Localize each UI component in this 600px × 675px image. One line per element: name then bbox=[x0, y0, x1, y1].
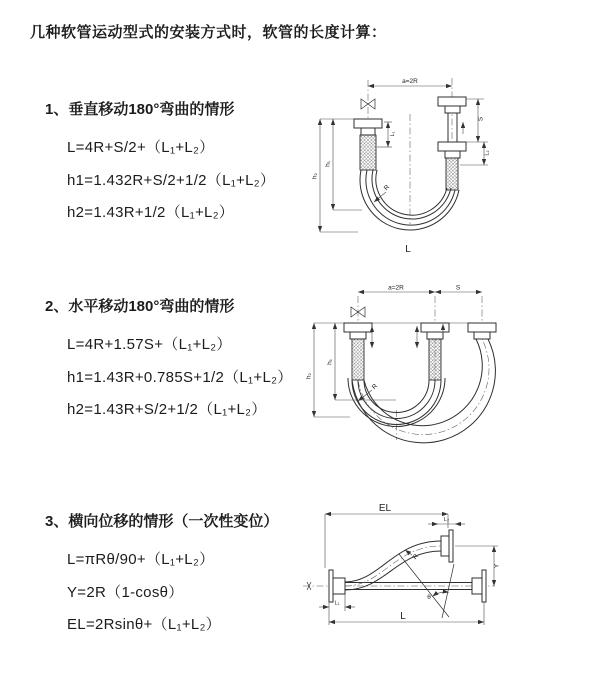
dim-label-radius: R bbox=[382, 183, 392, 193]
section-2 bbox=[45, 297, 335, 427]
hose-braid bbox=[352, 339, 364, 380]
diagram-horizontal-bend bbox=[300, 282, 600, 467]
flange bbox=[329, 570, 333, 602]
section-3 bbox=[45, 512, 335, 642]
formula-line: h2=1.43R+1/2（L₁+L₂） bbox=[67, 204, 235, 221]
formula-line: h2=1.43R+S/2+1/2（L₁+L₂） bbox=[67, 401, 267, 418]
fitting-neck bbox=[445, 106, 460, 113]
flange bbox=[421, 323, 449, 332]
diagram-vertical-bend bbox=[300, 72, 600, 262]
fitting-neck bbox=[472, 578, 482, 594]
flange bbox=[482, 570, 486, 602]
section-1 bbox=[45, 100, 335, 230]
hose-braid bbox=[429, 339, 441, 380]
hose-arc-moved bbox=[364, 339, 482, 426]
formula-line: h1=1.43R+0.785S+1/2（L₁+L₂） bbox=[67, 368, 293, 386]
fitting-neck bbox=[441, 536, 449, 556]
dim-label-length: L bbox=[400, 611, 406, 622]
fitting-neck bbox=[350, 332, 366, 339]
dim-label-h1: h₁ bbox=[326, 359, 334, 365]
section-3-heading: 3、横向位移的情形（一次性变位） bbox=[45, 513, 279, 530]
dim-label-l1: L₁ bbox=[334, 600, 340, 607]
dim-label-y: Y bbox=[493, 563, 501, 569]
hose-arc bbox=[348, 378, 445, 427]
dim-label-span: a=2R bbox=[388, 284, 404, 292]
formula-line: L=4R+S/2+（L₁+L₂） bbox=[67, 139, 215, 156]
fitting-neck bbox=[333, 578, 345, 594]
flange bbox=[449, 530, 453, 562]
construction-line bbox=[399, 554, 449, 617]
dim-label-radius: R bbox=[411, 552, 421, 562]
hose-arc-moved bbox=[352, 339, 495, 443]
dim-label-l1: L₁ bbox=[390, 131, 396, 137]
flange bbox=[354, 119, 382, 128]
hose-arc bbox=[376, 170, 447, 215]
fitting-neck bbox=[361, 128, 375, 135]
flange bbox=[438, 97, 466, 106]
formula-line: L=πRθ/90+（L₁+L₂） bbox=[67, 551, 215, 568]
formula-line: EL=2Rsinθ+（L₁+L₂） bbox=[67, 616, 221, 633]
hose-arc bbox=[372, 170, 451, 219]
flange bbox=[344, 323, 372, 332]
formula-line: L=4R+1.57S+（L₁+L₂） bbox=[67, 336, 232, 353]
dim-label-span: a=2R bbox=[402, 78, 418, 85]
dim-label-theta: θ bbox=[427, 594, 431, 601]
dim-label-l2: L₂ bbox=[484, 150, 491, 156]
flange bbox=[468, 323, 496, 332]
construction-line bbox=[442, 564, 454, 618]
angle-arc bbox=[433, 592, 449, 596]
dim-label-length: L bbox=[405, 244, 411, 255]
dim-label-radius: R bbox=[370, 382, 380, 392]
hose-braid bbox=[446, 158, 458, 190]
dim-label-l2: L₂ bbox=[443, 517, 450, 523]
fitting-neck bbox=[474, 332, 490, 339]
dim-label-h2: h₂ bbox=[305, 372, 313, 380]
dim-label-travel: S bbox=[455, 284, 461, 292]
dim-label-el: EL bbox=[378, 503, 392, 514]
dim-label-h1: h₁ bbox=[324, 161, 332, 167]
section-2-heading: 2、水平移动180°弯曲的情形 bbox=[45, 298, 235, 315]
dim-label-h2: h₂ bbox=[311, 172, 319, 180]
section-1-heading: 1、垂直移动180°弯曲的情形 bbox=[45, 101, 235, 118]
formula-line: Y=2R（1-cosθ） bbox=[67, 583, 184, 601]
diagram-lateral-displacement bbox=[295, 500, 600, 660]
radius-leader bbox=[405, 550, 412, 555]
dim-label-s: S bbox=[477, 116, 485, 122]
fitting-neck bbox=[445, 151, 460, 158]
flange bbox=[438, 142, 466, 151]
formula-line: h1=1.432R+S/2+1/2（L₁+L₂） bbox=[67, 171, 276, 189]
hose-arc bbox=[360, 170, 459, 230]
document-title: 几种软管运动型式的安装方式时，软管的长度计算： bbox=[30, 24, 387, 41]
fitting-neck bbox=[427, 332, 443, 339]
hose-braid bbox=[360, 135, 376, 170]
